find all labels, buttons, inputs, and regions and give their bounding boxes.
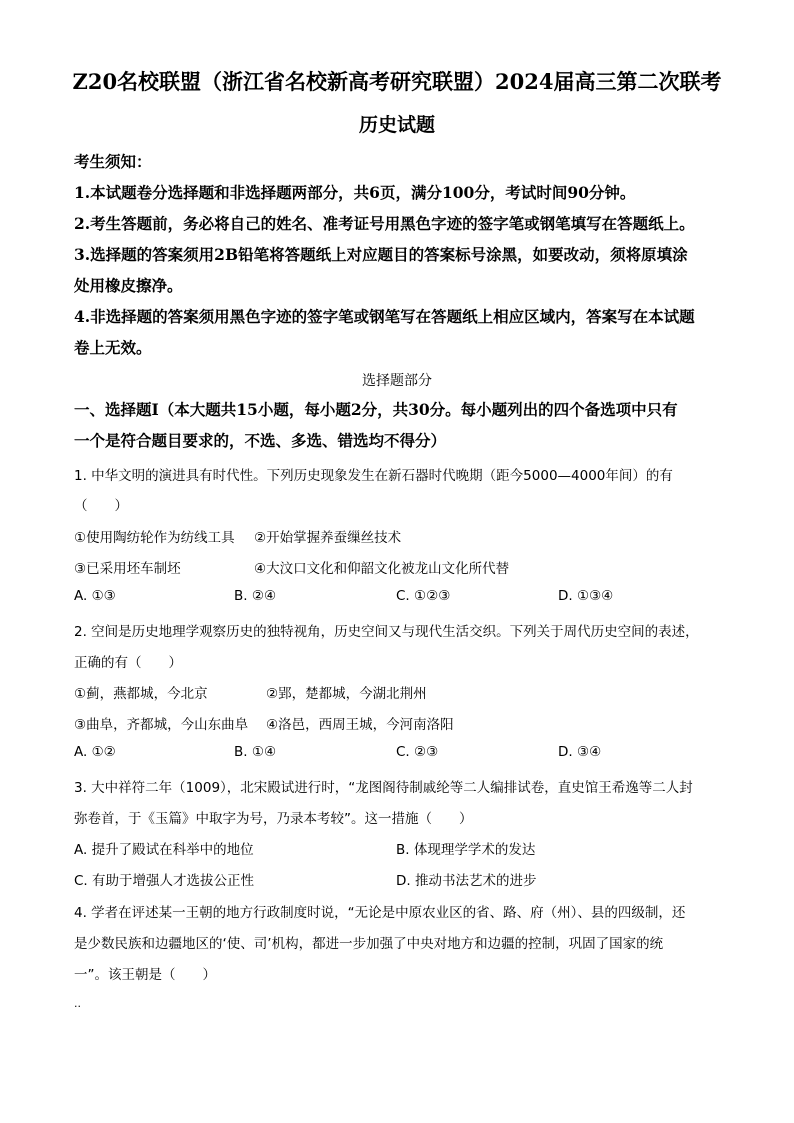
- question-2-option-c[interactable]: C. ②③: [396, 744, 439, 760]
- question-3-stem: 弥卷首，于《玉篇》中取字为号，乃录本考较”。这一措施（ ）: [74, 811, 473, 827]
- notice-heading: 考生须知：: [74, 152, 152, 171]
- notice-item: 4.非选择题的答案须用黑色字迹的签字笔或钢笔写在答题纸上相应区域内，答案写在本试题: [74, 307, 695, 326]
- question-4-stem: 一”。该王朝是（ ）: [74, 967, 216, 983]
- notice-item: 1.本试题卷分选择题和非选择题两部分，共6页，满分100分，考试时间90分钟。: [74, 183, 636, 202]
- notice-item: 2.考生答题前，务必将自己的姓名、准考证号用黑色字迹的签字笔或钢笔填写在答题纸上。: [74, 214, 695, 233]
- question-1-stem: 1. 中华文明的演进具有时代性。下列历史现象发生在新石器时代晚期（距今5000—4000年间）的有: [74, 468, 673, 484]
- notice-item: 处用橡皮擦净。: [74, 276, 183, 295]
- question-2-item: ④洛邑，西周王城，今河南洛阳: [266, 717, 454, 733]
- question-1-option-b[interactable]: B. ②④: [234, 588, 277, 604]
- question-3-option-a[interactable]: A. 提升了殿试在科举中的地位: [74, 842, 254, 858]
- footer-marks: ..: [74, 997, 81, 1010]
- question-1-option-a[interactable]: A. ①③: [74, 588, 116, 604]
- section-title: 选择题部分: [362, 373, 432, 389]
- section-heading: 一个是符合题目要求的，不选、多选、错选均不得分）: [74, 431, 447, 450]
- question-1-option-d[interactable]: D. ①③④: [558, 588, 614, 604]
- exam-title: Z20名校联盟（浙江省名校新高考研究联盟）2024届高三第二次联考: [72, 69, 722, 94]
- question-1-option-c[interactable]: C. ①②③: [396, 588, 451, 604]
- question-1-stem: （ ）: [74, 498, 128, 514]
- question-2-stem: 正确的有（ ）: [74, 655, 182, 671]
- question-2-stem: 2. 空间是历史地理学观察历史的独特视角，历史空间又与现代生活交织。下列关于周代历史空间的表述，: [74, 624, 699, 640]
- section-heading: 一、选择题Ⅰ（本大题共15小题，每小题2分，共30分。每小题列出的四个备选项中只有: [74, 400, 678, 419]
- notice-item: 卷上无效。: [74, 338, 152, 357]
- question-3-stem: 3. 大中祥符二年（1009），北宋殿试进行时，“龙图阁待制戚纶等二人编排试卷，直史馆王希逸等二人封: [74, 780, 693, 796]
- question-4-stem: 4. 学者在评述某一王朝的地方行政制度时说，“无论是中原农业区的省、路、府（州）、县的四级制，还: [74, 905, 686, 921]
- question-3-option-b[interactable]: B. 体现理学学术的发达: [396, 842, 536, 858]
- question-2-item: ③曲阜，齐都城，今山东曲阜: [74, 717, 249, 733]
- question-1-item: ③已采用坯车制坯: [74, 561, 181, 577]
- question-2-item: ②郢，楚都城，今湖北荆州: [266, 686, 427, 702]
- question-1-item: ④大汶口文化和仰韶文化被龙山文化所代替: [254, 561, 510, 577]
- question-3-option-d[interactable]: D. 推动书法艺术的进步: [396, 873, 537, 889]
- notice-item: 3.选择题的答案须用2B铅笔将答题纸上对应题目的答案标号涂黑，如要改动，须将原填涂: [74, 245, 688, 264]
- question-2-option-b[interactable]: B. ①④: [234, 744, 277, 760]
- question-4-stem: 是少数民族和边疆地区的‘使、司’机构，都进一步加强了中央对地方和边疆的控制，巩固了国家的统: [74, 936, 664, 952]
- question-2-option-a[interactable]: A. ①②: [74, 744, 116, 760]
- question-1-item: ②开始掌握养蚕缫丝技术: [254, 530, 402, 546]
- question-3-option-c[interactable]: C. 有助于增强人才选拔公正性: [74, 873, 255, 889]
- question-2-option-d[interactable]: D. ③④: [558, 744, 602, 760]
- question-2-item: ①蓟，燕都城，今北京: [74, 686, 208, 702]
- exam-subtitle: 历史试题: [358, 114, 435, 136]
- question-1-item: ①使用陶纺轮作为纺线工具: [74, 530, 235, 546]
